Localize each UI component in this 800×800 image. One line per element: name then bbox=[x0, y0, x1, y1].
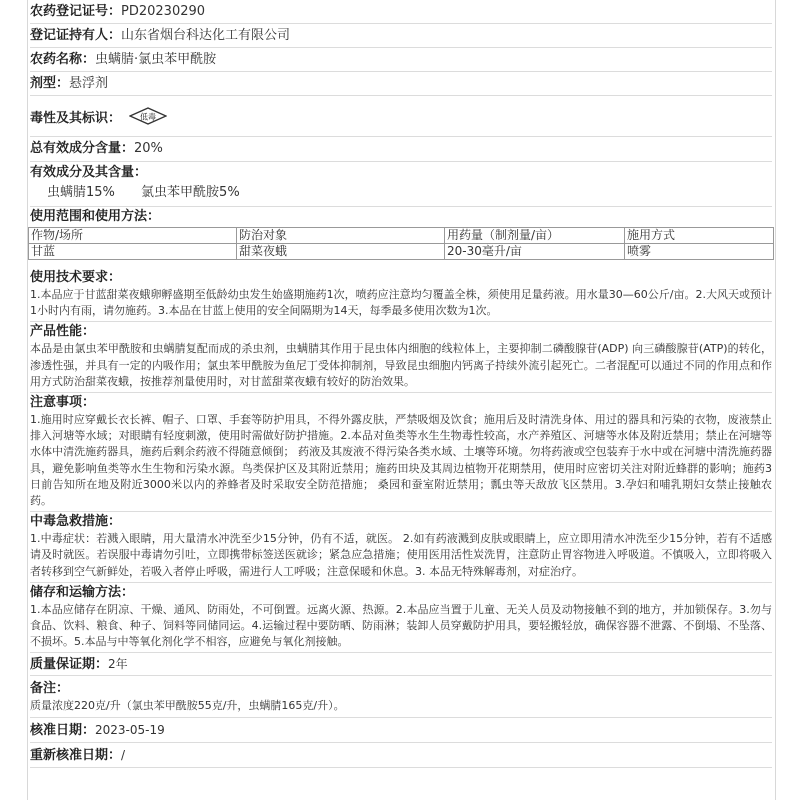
ingredients-label: 有效成分及其含量： bbox=[30, 165, 148, 180]
remarks-label: 备注： bbox=[30, 681, 70, 697]
table-cell: 甜菜夜蛾 bbox=[237, 244, 445, 260]
registration-number-value: PD20230290 bbox=[121, 4, 206, 19]
remarks-text: 质量浓度220克/升（氯虫苯甲酰胺55克/升，虫螨腈165克/升）。 bbox=[30, 699, 345, 713]
performance-label: 产品性能： bbox=[30, 324, 96, 340]
warranty-label: 质量保证期： bbox=[30, 657, 109, 673]
approval-date-value: 2023-05-19 bbox=[95, 722, 165, 737]
formulation-value: 悬浮剂 bbox=[69, 76, 109, 91]
formulation-label: 剂型： bbox=[30, 76, 70, 91]
low-toxicity-diamond-icon bbox=[129, 107, 167, 125]
warranty-row bbox=[30, 653, 772, 676]
notes-label: 注意事项： bbox=[30, 395, 96, 411]
usage-section bbox=[30, 207, 772, 260]
first-aid-text: 1.中毒症状：若溅入眼睛，用大量清水冲洗至少15分钟，仍有不适，就医。 2.如有药液溅到皮肤或眼睛上，应立即用清水冲洗至少15分钟，若有不适感请及时就医。若误服中毒请勿引吐，立即携带标签送医就诊；紧急应急措施；使用医用活性炭洗胃，注意防止胃容物进入呼吸道。不慎吸入，立即将吸入者转移到空气新鲜处，若吸入者停止呼吸，需进行人工呼吸；注意保暖和休息。3. 本品无特殊解毒剂，对症治疗。 bbox=[30, 532, 772, 578]
ingredients-row bbox=[30, 162, 772, 207]
toxicity-label: 毒性及其标识： bbox=[30, 111, 122, 126]
table-cell: 喷雾 bbox=[625, 244, 774, 260]
reapproval-date-label: 重新核准日期： bbox=[30, 747, 122, 763]
reapproval-date-row bbox=[30, 743, 772, 768]
table-row bbox=[29, 244, 774, 260]
remarks-section bbox=[30, 679, 772, 717]
holder-row bbox=[30, 24, 772, 48]
storage-label: 储存和运输方法： bbox=[30, 584, 135, 600]
registration-number-row bbox=[30, 0, 772, 24]
pesticide-name-label: 农药名称： bbox=[30, 52, 96, 67]
pesticide-label-document bbox=[27, 0, 776, 800]
tech-requirements-section bbox=[30, 268, 772, 322]
storage-section bbox=[30, 583, 772, 654]
total-content-label: 总有效成分含量： bbox=[30, 141, 135, 156]
toxicity-badge-text: 低毒 bbox=[140, 112, 157, 122]
approval-date-label: 核准日期： bbox=[30, 722, 96, 738]
table-header-cell: 防治对象 bbox=[237, 228, 445, 244]
total-content-row bbox=[30, 137, 772, 162]
usage-label: 使用范围和使用方法： bbox=[30, 209, 161, 224]
performance-text: 本品是由氯虫苯甲酰胺和虫螨腈复配而成的杀虫剂，虫螨腈其作用于昆虫体内细胞的线粒体上，主要抑制二磷酸腺苷(ADP) 向三磷酸腺苷(ATP)的转化，渗透性强，并具有一定的内吸作用；氯虫苯甲酰胺为鱼尼丁受体抑制剂，导致昆虫细胞内钙离子持续外流引起死亡。二者混配可以通过不同的作用点和作用方式防治甜菜夜蛾，按推荐剂量使用时，对甘蓝甜菜夜蛾有较好的防治效果。 bbox=[30, 342, 772, 388]
table-cell: 甘蓝 bbox=[29, 244, 237, 260]
total-content-value: 20% bbox=[134, 141, 163, 156]
registration-number-label: 农药登记证号： bbox=[30, 4, 122, 19]
storage-text: 1.本品应储存在阴凉、干燥、通风、防雨处，不可倒置。远离火源、热源。2.本品应当置于儿童、无关人员及动物接触不到的地方，并加锁保存。3.勿与食品、饮料、粮食、种子、饲料等同储同运。4.运输过程中要防晒、防雨淋；装卸人员穿戴防护用具，要轻搬轻放，确保容器不泄露、不倒塌、不坠落、不损坏。5.本品与中等氧化剂化学不相容，应避免与氧化剂接触。 bbox=[30, 602, 772, 649]
ingredient-item: 虫螨腈15% bbox=[47, 185, 115, 200]
ingredients-list bbox=[30, 183, 772, 203]
first-aid-label: 中毒急救措施： bbox=[30, 514, 122, 530]
first-aid-section bbox=[30, 512, 772, 583]
warranty-value: 2年 bbox=[108, 657, 128, 672]
formulation-row bbox=[30, 72, 772, 96]
table-header-cell: 施用方式 bbox=[625, 228, 774, 244]
tech-requirements-text: 1.本品应于甘蓝甜菜夜蛾卵孵盛期至低龄幼虫发生始盛期施药1次，喷药应注意均匀覆盖全株，须使用足量药液。用水量30—60公斤/亩。2.大风天或预计1小时内有雨，请勿施药。3.本品在甘蓝上使用的安全间隔期为14天，每季最多使用次数为1次。 bbox=[30, 288, 772, 318]
table-header-cell: 作物/场所 bbox=[29, 228, 237, 244]
pesticide-name-row bbox=[30, 48, 772, 72]
holder-value: 山东省烟台科达化工有限公司 bbox=[121, 28, 291, 43]
reapproval-date-value: / bbox=[121, 747, 126, 762]
tech-requirements-label: 使用技术要求： bbox=[30, 270, 122, 285]
performance-section bbox=[30, 322, 772, 393]
notes-section bbox=[30, 393, 772, 512]
usage-table bbox=[28, 227, 774, 260]
ingredient-item: 氯虫苯甲酰胺5% bbox=[141, 185, 240, 200]
notes-text: 1.施用时应穿戴长衣长裤、帽子、口罩、手套等防护用具，不得外露皮肤，严禁吸烟及饮食；施用后及时清洗身体、用过的器具和污染的衣物，废液禁止排入河塘等水域；对眼睛有轻度刺激，使用时需做好防护措施。2.本品对鱼类等水生生物毒性较高，水产养殖区、河塘等水体及附近禁用；禁止在河塘等水体中清洗施药器具，施药后剩余药液不得随意倾倒； 药液及其废液不得污染各类水域、土壤等环境。勿将药液或空包装弃于水中或在河塘中清洗施药器具，避免影响鱼类等水生生物和污染水源。鸟类保护区及其附近禁用；施药田块及其周边植物开花期禁用，使用时应密切关注对附近蜂群的影响；施药3日前告知所在地及附近3000米以内的养蜂者及时采取安全防范措施； 桑园和蚕室附近禁用；瓢虫等天敌放飞区禁用。3.孕妇和哺乳期妇女禁止接触农药。 bbox=[30, 413, 772, 508]
table-header-cell: 用药量（制剂量/亩） bbox=[445, 228, 625, 244]
holder-label: 登记证持有人： bbox=[30, 28, 122, 43]
approval-date-row bbox=[30, 718, 772, 743]
table-cell: 20-30毫升/亩 bbox=[445, 244, 625, 260]
pesticide-name-value: 虫螨腈·氯虫苯甲酰胺 bbox=[95, 52, 217, 67]
toxicity-row bbox=[30, 96, 772, 137]
usage-table-header bbox=[29, 228, 774, 244]
